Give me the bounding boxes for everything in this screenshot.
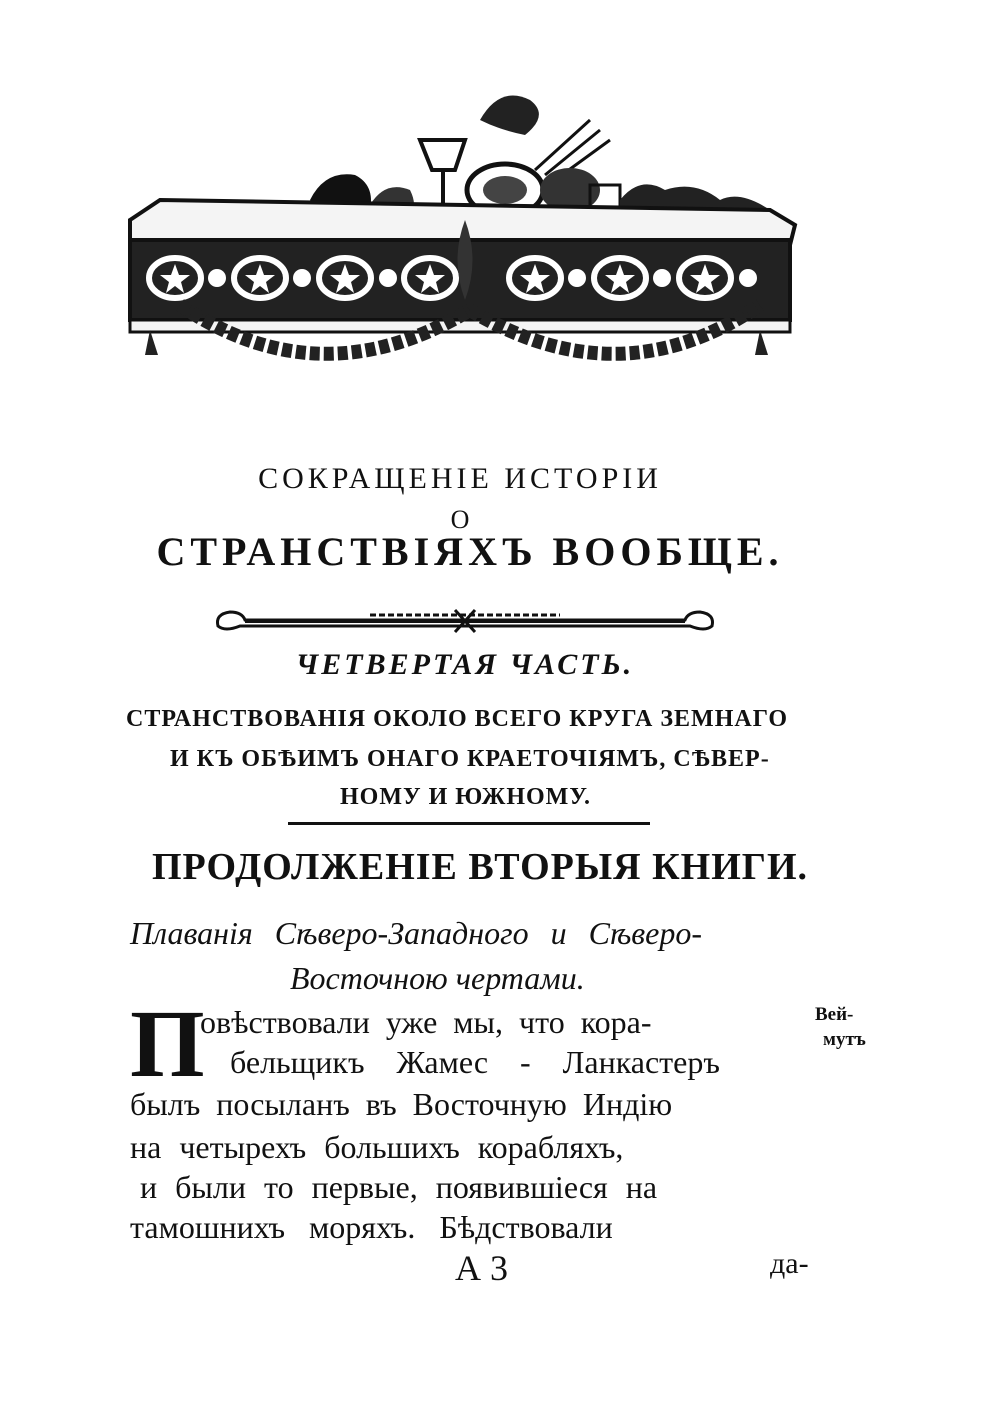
title-line-2: О [450, 505, 470, 534]
body-line: и были то первые, появившіеся на [140, 1169, 658, 1205]
subtitle-line-3: НОМУ И ЮЖНОМУ. [340, 784, 592, 810]
body-line: былъ посыланъ въ Восточную Индію [130, 1086, 673, 1122]
subtitle-line-2: И КЪ ОБѢИМЪ ОНАГО КРАЕТОЧІЯМЪ, СѢВЕР- [170, 746, 770, 772]
body-line: на четырехъ большихъ корабляхъ, [130, 1129, 624, 1165]
title-line-1: СОКРАЩЕНІЕ ИСТОРІИ [258, 462, 662, 495]
part-heading: ЧЕТВЕРТАЯ ЧАСТЬ. [295, 648, 635, 681]
body-line: овѣствовали уже мы, что кора- [200, 1004, 652, 1040]
margin-note-line-1: Вей- [815, 1004, 854, 1025]
ornamental-headpiece-icon [120, 80, 800, 380]
body-line: бельщикъ Жамес - Ланкастеръ [230, 1044, 720, 1080]
title-line-3: СТРАНСТВІЯХЪ ВООБЩЕ. [156, 529, 784, 574]
ornamental-divider-icon [210, 600, 720, 640]
margin-note-line-2: мутъ [823, 1029, 866, 1050]
drop-cap: П [130, 990, 205, 1097]
book-heading: ПРОДОЛЖЕНІЕ ВТОРЫЯ КНИГИ. [151, 846, 809, 888]
signature-mark: А 3 [455, 1248, 508, 1288]
divider-rule [288, 822, 650, 825]
subtitle-line-1: СТРАНСТВОВАНІЯ ОКОЛО ВСЕГО КРУГА ЗЕМНАГО [126, 706, 789, 732]
section-heading-line-1: Плаванія Сѣверо-Западного и Сѣверо- [130, 915, 703, 951]
catchword: да- [770, 1247, 809, 1280]
section-heading-line-2: Восточною чертами. [290, 960, 585, 996]
body-line: тамошнихъ моряхъ. Бѣдствовали [130, 1209, 613, 1245]
